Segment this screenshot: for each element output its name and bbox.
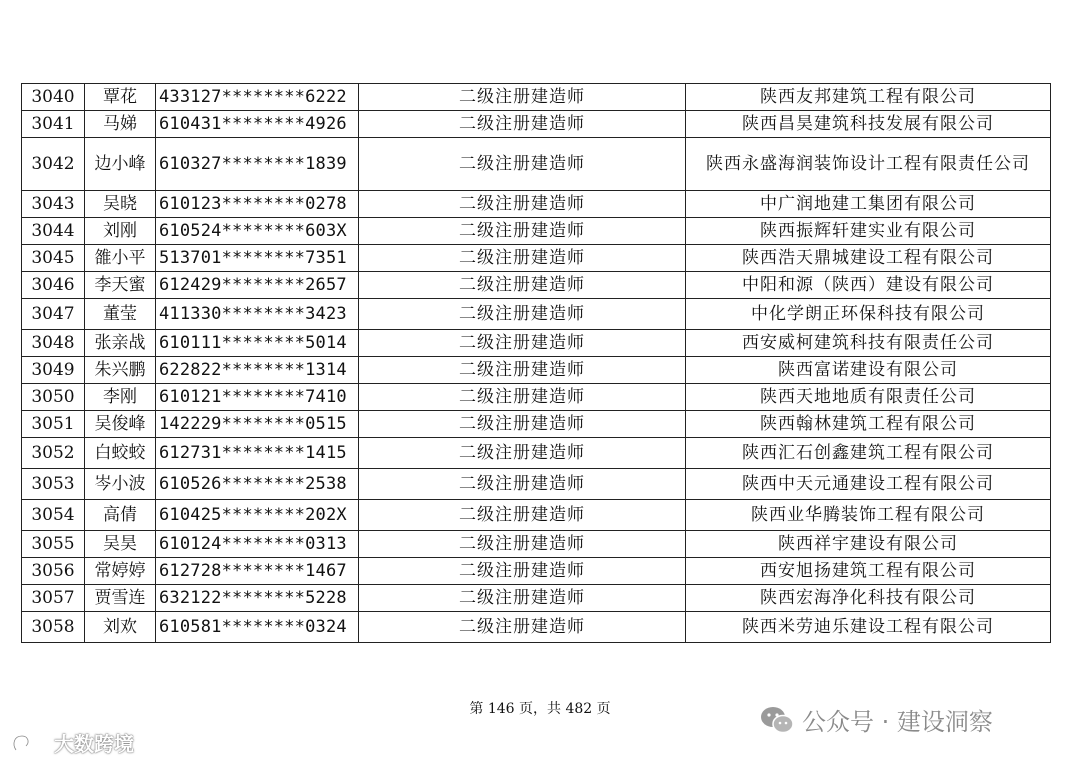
cell-company: 陕西友邦建筑工程有限公司 xyxy=(686,84,1051,111)
cell-id-number: 632122********5228 xyxy=(156,585,359,612)
cell-serial-number: 3043 xyxy=(22,191,85,218)
cell-qualification: 二级注册建造师 xyxy=(359,245,686,272)
cell-person-name: 吴俊峰 xyxy=(85,411,156,438)
cell-qualification: 二级注册建造师 xyxy=(359,612,686,643)
wechat-watermark xyxy=(760,702,993,737)
cell-company: 中广润地建工集团有限公司 xyxy=(686,191,1051,218)
table-row xyxy=(22,272,1051,299)
cell-serial-number: 3042 xyxy=(22,138,85,191)
cell-serial-number: 3048 xyxy=(22,330,85,357)
cell-serial-number: 3058 xyxy=(22,612,85,643)
table-row xyxy=(22,138,1051,191)
cell-company: 西安威柯建筑科技有限责任公司 xyxy=(686,330,1051,357)
cell-serial-number: 3055 xyxy=(22,531,85,558)
cell-company: 中化学朗正环保科技有限公司 xyxy=(686,299,1051,330)
cell-company: 陕西富诺建设有限公司 xyxy=(686,357,1051,384)
cell-id-number: 610526********2538 xyxy=(156,469,359,500)
cell-serial-number: 3057 xyxy=(22,585,85,612)
cell-serial-number: 3050 xyxy=(22,384,85,411)
cell-company: 陕西米劳迪乐建设工程有限公司 xyxy=(686,612,1051,643)
cell-qualification: 二级注册建造师 xyxy=(359,84,686,111)
cell-qualification: 二级注册建造师 xyxy=(359,438,686,469)
cell-company: 陕西永盛海润装饰设计工程有限责任公司 xyxy=(686,138,1051,191)
cell-qualification: 二级注册建造师 xyxy=(359,469,686,500)
cell-serial-number: 3056 xyxy=(22,558,85,585)
cell-company: 陕西振辉轩建实业有限公司 xyxy=(686,218,1051,245)
brand-logo-icon xyxy=(10,730,50,756)
cell-company: 中阳和源（陕西）建设有限公司 xyxy=(686,272,1051,299)
cell-qualification: 二级注册建造师 xyxy=(359,357,686,384)
cell-person-name: 张亲战 xyxy=(85,330,156,357)
cell-serial-number: 3044 xyxy=(22,218,85,245)
cell-company: 西安旭扬建筑工程有限公司 xyxy=(686,558,1051,585)
table-row xyxy=(22,500,1051,531)
cell-id-number: 612728********1467 xyxy=(156,558,359,585)
cell-person-name: 董莹 xyxy=(85,299,156,330)
cell-qualification: 二级注册建造师 xyxy=(359,299,686,330)
cell-serial-number: 3054 xyxy=(22,500,85,531)
cell-id-number: 612731********1415 xyxy=(156,438,359,469)
wechat-watermark-label: 公众号 · 建设洞察 xyxy=(802,708,993,736)
registry-table-body xyxy=(22,84,1051,643)
cell-serial-number: 3053 xyxy=(22,469,85,500)
table-row xyxy=(22,357,1051,384)
cell-id-number: 610581********0324 xyxy=(156,612,359,643)
table-row xyxy=(22,411,1051,438)
cell-id-number: 610124********0313 xyxy=(156,531,359,558)
cell-qualification: 二级注册建造师 xyxy=(359,191,686,218)
cell-person-name: 常婷婷 xyxy=(85,558,156,585)
source-watermark-label: 大数跨境 xyxy=(54,732,134,756)
cell-person-name: 吴昊 xyxy=(85,531,156,558)
registry-table xyxy=(21,83,1051,643)
cell-person-name: 雒小平 xyxy=(85,245,156,272)
cell-person-name: 李天蜜 xyxy=(85,272,156,299)
cell-qualification: 二级注册建造师 xyxy=(359,531,686,558)
cell-id-number: 622822********1314 xyxy=(156,357,359,384)
cell-person-name: 刘欢 xyxy=(85,612,156,643)
cell-id-number: 610431********4926 xyxy=(156,111,359,138)
cell-serial-number: 3052 xyxy=(22,438,85,469)
cell-id-number: 142229********0515 xyxy=(156,411,359,438)
cell-qualification: 二级注册建造师 xyxy=(359,272,686,299)
cell-qualification: 二级注册建造师 xyxy=(359,558,686,585)
cell-serial-number: 3047 xyxy=(22,299,85,330)
cell-company: 陕西中天元通建设工程有限公司 xyxy=(686,469,1051,500)
cell-qualification: 二级注册建造师 xyxy=(359,111,686,138)
cell-person-name: 马娣 xyxy=(85,111,156,138)
cell-qualification: 二级注册建造师 xyxy=(359,500,686,531)
cell-person-name: 岑小波 xyxy=(85,469,156,500)
table-row xyxy=(22,299,1051,330)
cell-serial-number: 3040 xyxy=(22,84,85,111)
table-row xyxy=(22,612,1051,643)
cell-qualification: 二级注册建造师 xyxy=(359,330,686,357)
cell-company: 陕西浩天鼎城建设工程有限公司 xyxy=(686,245,1051,272)
cell-person-name: 边小峰 xyxy=(85,138,156,191)
table-row xyxy=(22,84,1051,111)
cell-id-number: 513701********7351 xyxy=(156,245,359,272)
table-row xyxy=(22,330,1051,357)
cell-id-number: 433127********6222 xyxy=(156,84,359,111)
cell-company: 陕西昌昊建筑科技发展有限公司 xyxy=(686,111,1051,138)
cell-qualification: 二级注册建造师 xyxy=(359,411,686,438)
table-row xyxy=(22,384,1051,411)
cell-id-number: 610111********5014 xyxy=(156,330,359,357)
cell-person-name: 白蛟蛟 xyxy=(85,438,156,469)
cell-person-name: 朱兴鹏 xyxy=(85,357,156,384)
cell-id-number: 610425********202X xyxy=(156,500,359,531)
cell-person-name: 吴晓 xyxy=(85,191,156,218)
source-watermark xyxy=(10,728,134,757)
cell-company: 陕西祥宇建设有限公司 xyxy=(686,531,1051,558)
cell-company: 陕西翰林建筑工程有限公司 xyxy=(686,411,1051,438)
cell-person-name: 李刚 xyxy=(85,384,156,411)
cell-person-name: 刘刚 xyxy=(85,218,156,245)
cell-qualification: 二级注册建造师 xyxy=(359,138,686,191)
cell-id-number: 610524********603X xyxy=(156,218,359,245)
table-row xyxy=(22,218,1051,245)
table-row xyxy=(22,558,1051,585)
cell-person-name: 贾雪连 xyxy=(85,585,156,612)
cell-company: 陕西宏海净化科技有限公司 xyxy=(686,585,1051,612)
table-row xyxy=(22,191,1051,218)
cell-id-number: 610123********0278 xyxy=(156,191,359,218)
wechat-icon xyxy=(760,705,794,735)
cell-serial-number: 3049 xyxy=(22,357,85,384)
table-row xyxy=(22,585,1051,612)
cell-person-name: 覃花 xyxy=(85,84,156,111)
cell-id-number: 612429********2657 xyxy=(156,272,359,299)
cell-person-name: 高倩 xyxy=(85,500,156,531)
cell-serial-number: 3051 xyxy=(22,411,85,438)
cell-company: 陕西汇石创鑫建筑工程有限公司 xyxy=(686,438,1051,469)
cell-company: 陕西天地地质有限责任公司 xyxy=(686,384,1051,411)
cell-qualification: 二级注册建造师 xyxy=(359,218,686,245)
cell-company: 陕西业华腾装饰工程有限公司 xyxy=(686,500,1051,531)
table-row xyxy=(22,438,1051,469)
cell-id-number: 411330********3423 xyxy=(156,299,359,330)
table-row xyxy=(22,469,1051,500)
table-row xyxy=(22,531,1051,558)
cell-serial-number: 3041 xyxy=(22,111,85,138)
table-row xyxy=(22,111,1051,138)
cell-serial-number: 3046 xyxy=(22,272,85,299)
cell-qualification: 二级注册建造师 xyxy=(359,384,686,411)
cell-id-number: 610121********7410 xyxy=(156,384,359,411)
cell-serial-number: 3045 xyxy=(22,245,85,272)
cell-qualification: 二级注册建造师 xyxy=(359,585,686,612)
cell-id-number: 610327********1839 xyxy=(156,138,359,191)
table-row xyxy=(22,245,1051,272)
page-number: 第 146 页，共 482 页 xyxy=(469,701,611,717)
